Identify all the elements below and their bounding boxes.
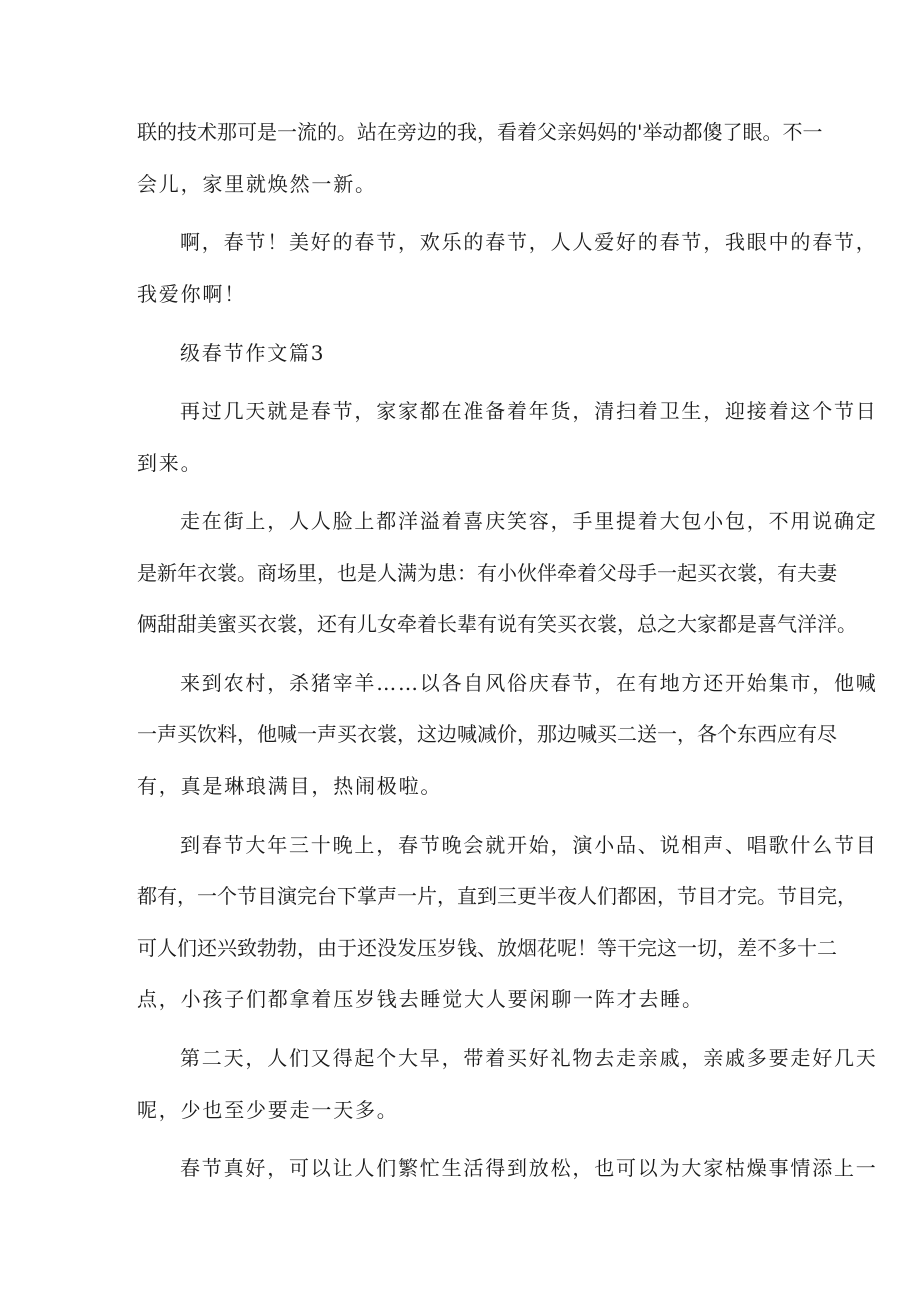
- paragraph-6-line-4: 点，小孩子们都拿着压岁钱去睡觉大人要闲聊一阵才去睡。: [137, 987, 704, 1011]
- paragraph-6-line-1: 到春节大年三十晚上，春节晚会就开始，演小品、说相声、唱歌什么节目: [180, 833, 878, 857]
- paragraph-1-line-2: 会儿，家里就焕然一新。: [137, 172, 377, 196]
- paragraph-2-line-1: 啊，春节！美好的春节，欢乐的春节，人人爱好的春节，我眼中的春节，: [180, 230, 878, 254]
- paragraph-4-line-1: 走在街上，人人脸上都洋溢着喜庆笑容，手里提着大包小包，不用说确定: [180, 509, 878, 533]
- paragraph-3-line-1: 再过几天就是春节，家家都在准备着年货，清扫着卫生，迎接着这个节日: [180, 399, 878, 423]
- paragraph-6-line-3: 可人们还兴致勃勃，由于还没发压岁钱、放烟花呢！等干完这一切，差不多十二: [137, 936, 837, 960]
- paragraph-4-line-3: 俩甜甜美蜜买衣裳，还有儿女牵着长辈有说有笑买衣裳，总之大家都是喜气洋洋。: [137, 612, 857, 636]
- paragraph-5-line-1: 来到农村，杀猪宰羊……以各自风俗庆春节，在有地方还开始集市，他喊: [180, 671, 878, 695]
- paragraph-6-line-2: 都有，一个节目演完台下掌声一片，直到三更半夜人们都困，节目才完。节目完，: [137, 884, 857, 908]
- paragraph-7-line-2: 呢，少也至少要走一天多。: [137, 1098, 399, 1122]
- paragraph-5-line-2: 一声买饮料，他喊一声买衣裳，这边喊减价，那边喊买二送一，各个东西应有尽: [137, 722, 837, 746]
- paragraph-1-line-1: 联的技术那可是一流的。站在旁边的我，看着父亲妈妈的'举动都傻了眼。不一: [137, 120, 823, 144]
- paragraph-3-line-2: 到来。: [137, 451, 203, 475]
- paragraph-5-line-3: 有，真是琳琅满目，热闹极啦。: [137, 774, 443, 798]
- section-heading: 级春节作文篇3: [180, 341, 326, 365]
- paragraph-7-line-1: 第二天，人们又得起个大早，带着买好礼物去走亲戚，亲戚多要走好几天: [180, 1046, 878, 1070]
- paragraph-4-line-2: 是新年衣裳。商场里，也是人满为患：有小伙伴牵着父母手一起买衣裳，有夫妻: [137, 561, 837, 585]
- paragraph-8-line-1: 春节真好，可以让人们繁忙生活得到放松，也可以为大家枯燥事情添上一: [180, 1156, 878, 1180]
- paragraph-2-line-2: 我爱你啊！: [137, 282, 246, 306]
